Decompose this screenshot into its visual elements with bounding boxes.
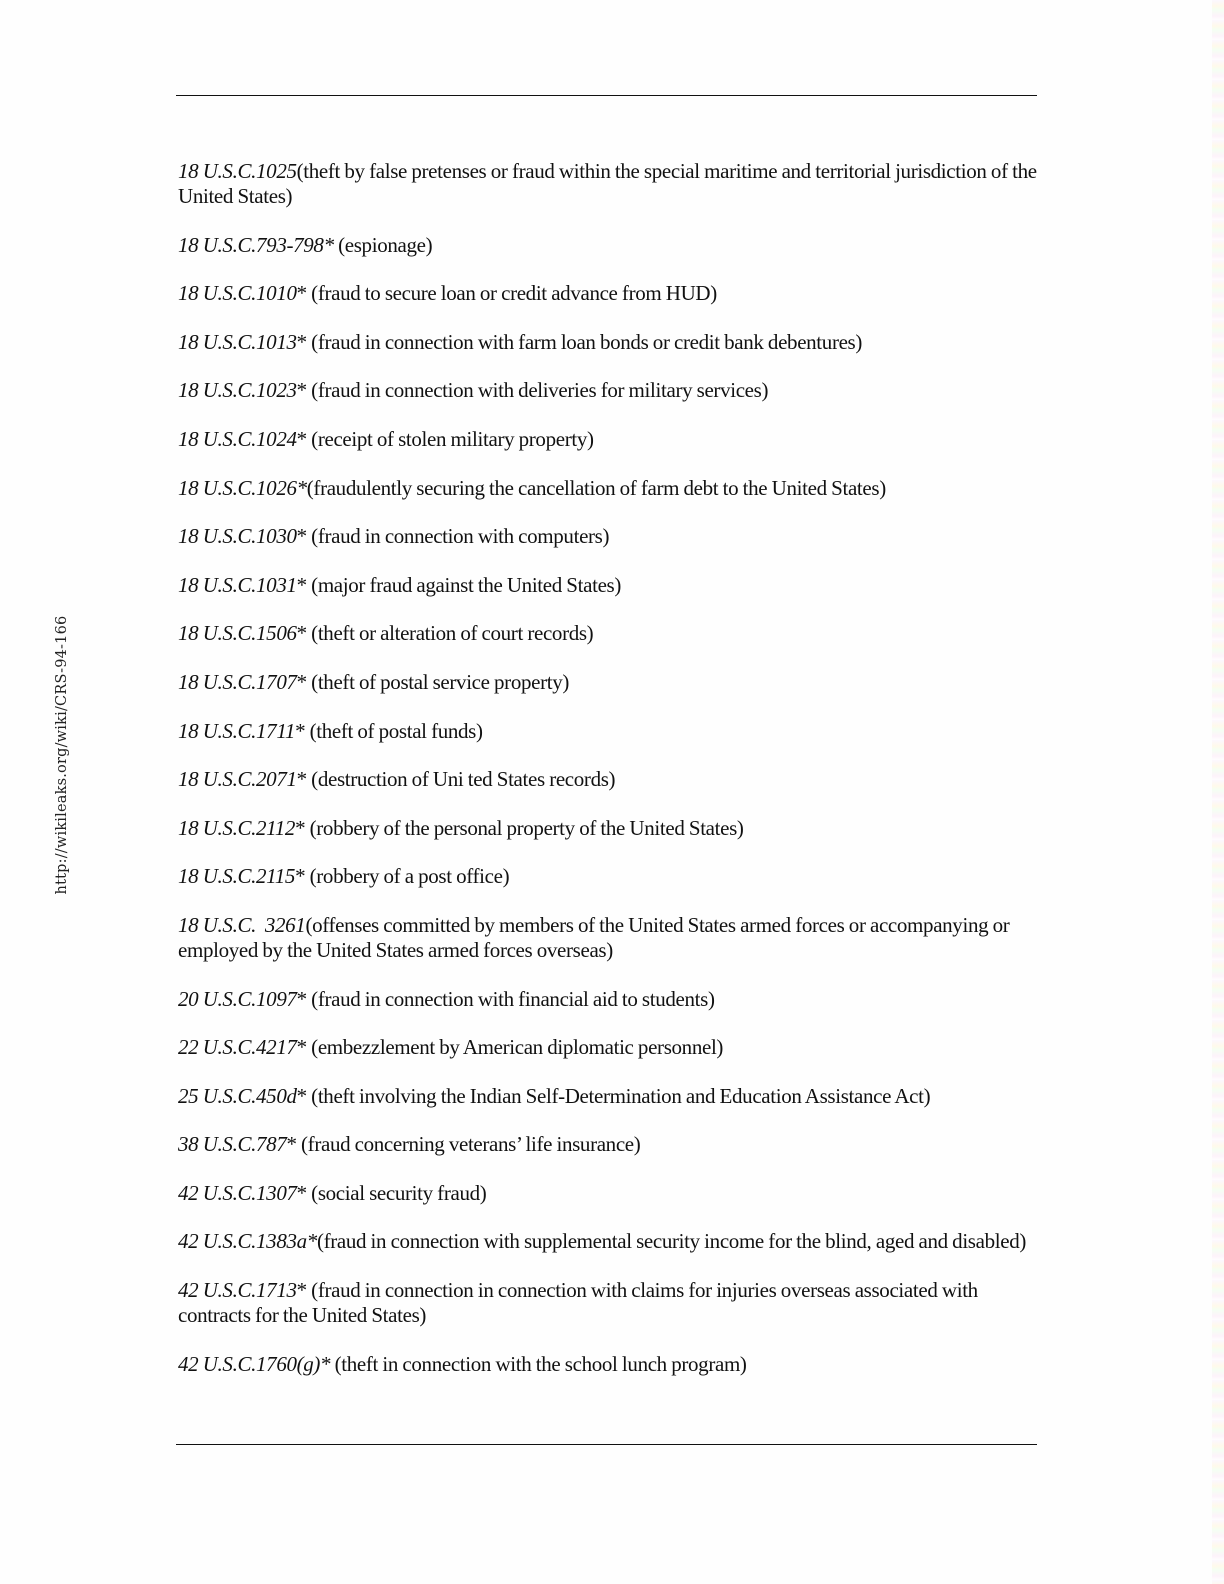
- statute-entry: [178, 987, 1038, 1012]
- statute-citation: 42 U.S.C.1383a*: [178, 1229, 317, 1254]
- statute-asterisk: *: [296, 767, 307, 792]
- statute-description: (robbery of a post office): [305, 864, 510, 889]
- statute-description: (offenses committed by members of the United States armed forces or accompanying or employed by the United States armed forces overseas): [178, 912, 1010, 962]
- statute-citation: 42 U.S.C.1307: [178, 1180, 297, 1205]
- statute-description: (fraud in connection in connection with claims for injuries overseas associated with contracts for the United States): [178, 1278, 978, 1328]
- statute-entry: [178, 378, 1038, 403]
- statute-description: (receipt of stolen military property): [306, 426, 594, 451]
- statute-entry: [178, 1278, 1038, 1328]
- statute-citation: 18 U.S.C.2112: [178, 815, 296, 840]
- statute-description: (theft by false pretenses or fraud within the special maritime and territorial jurisdiction of the United States): [178, 159, 1037, 208]
- statute-description: (embezzlement by American diplomatic personnel): [306, 1035, 724, 1060]
- statute-entry: [178, 767, 1038, 792]
- statute-entry: [178, 573, 1038, 598]
- statute-asterisk: *: [296, 329, 307, 354]
- statute-asterisk: *: [296, 1035, 307, 1060]
- statute-asterisk: *: [296, 1278, 307, 1303]
- statute-citation: 20 U.S.C.1097: [178, 986, 297, 1011]
- statute-citation: 18 U.S.C.1707: [178, 669, 297, 694]
- statute-description: (fraud in connection with supplemental security income for the blind, aged and disabled): [316, 1229, 1026, 1254]
- header-rule: [176, 95, 1037, 96]
- statute-entry: [178, 913, 1038, 963]
- statute-list: [178, 159, 1038, 1400]
- statute-entry: [178, 719, 1038, 744]
- statute-asterisk: *: [295, 864, 306, 889]
- statute-asterisk: *: [296, 426, 307, 451]
- statute-description: (major fraud against the United States): [306, 572, 622, 597]
- statute-entry: [178, 159, 1038, 209]
- statute-citation: 22 U.S.C.4217: [178, 1035, 297, 1060]
- statute-asterisk: *: [286, 1132, 297, 1157]
- statute-asterisk: *: [296, 378, 307, 403]
- statute-citation: 18 U.S.C.2071: [178, 767, 297, 792]
- footer-rule: [176, 1444, 1037, 1445]
- statute-citation: 25 U.S.C.450d: [178, 1083, 297, 1108]
- statute-description: (fraud to secure loan or credit advance from HUD): [306, 281, 717, 306]
- statute-asterisk: *: [296, 524, 307, 549]
- statute-citation: 18 U.S.C. 3261: [178, 912, 306, 937]
- statute-description: (fraud in connection with deliveries for military services): [306, 378, 769, 403]
- statute-description: (destruction of Uni ted States records): [306, 767, 616, 792]
- statute-entry: [178, 281, 1038, 306]
- statute-description: (fraud in connection with financial aid to students): [306, 986, 715, 1011]
- statute-asterisk: *: [296, 669, 307, 694]
- statute-asterisk: *: [296, 1180, 307, 1205]
- statute-entry: [178, 476, 1038, 501]
- statute-entry: [178, 1352, 1038, 1377]
- statute-entry: [178, 524, 1038, 549]
- statute-entry: [178, 1229, 1038, 1254]
- statute-entry: [178, 621, 1038, 646]
- statute-entry: [178, 816, 1038, 841]
- statute-citation: 18 U.S.C.1023: [178, 378, 297, 403]
- statute-citation: 38 U.S.C.787: [178, 1132, 287, 1157]
- statute-citation: 18 U.S.C.1025: [178, 159, 297, 183]
- statute-citation: 18 U.S.C.793-798*: [178, 232, 334, 257]
- statute-citation: 18 U.S.C.1031: [178, 572, 297, 597]
- statute-description: (theft of postal service property): [306, 669, 570, 694]
- statute-description: (robbery of the personal property of the United States): [305, 815, 744, 840]
- statute-entry: [178, 1084, 1038, 1109]
- statute-asterisk: *: [296, 621, 307, 646]
- statute-description: (fraud in connection with computers): [306, 524, 610, 549]
- statute-entry: [178, 427, 1038, 452]
- statute-entry: [178, 1181, 1038, 1206]
- statute-citation: 18 U.S.C.1013: [178, 329, 297, 354]
- statute-description: (social security fraud): [306, 1180, 487, 1205]
- statute-citation: 42 U.S.C.1713: [178, 1278, 297, 1303]
- statute-entry: [178, 864, 1038, 889]
- statute-asterisk: *: [296, 572, 307, 597]
- statute-entry: [178, 233, 1038, 258]
- statute-citation: 18 U.S.C.2115: [178, 864, 296, 889]
- scan-edge-artifact: [1212, 0, 1224, 1584]
- statute-citation: 18 U.S.C.1026*: [178, 475, 307, 500]
- statute-description: (fraud in connection with farm loan bonds or credit bank debentures): [306, 329, 863, 354]
- statute-citation: 42 U.S.C.1760(g)*: [178, 1351, 331, 1376]
- statute-description: (theft in connection with the school lunch program): [330, 1351, 747, 1376]
- statute-citation: 18 U.S.C.1711: [178, 718, 296, 743]
- statute-description: (theft involving the Indian Self-Determination and Education Assistance Act): [306, 1083, 931, 1108]
- statute-citation: 18 U.S.C.1506: [178, 621, 297, 646]
- statute-entry: [178, 1132, 1038, 1157]
- side-watermark-url: http://wikileaks.org/wiki/CRS-94-166: [54, 615, 70, 895]
- statute-asterisk: *: [296, 281, 307, 306]
- statute-description: (theft or alteration of court records): [306, 621, 594, 646]
- statute-citation: 18 U.S.C.1030: [178, 524, 297, 549]
- statute-asterisk: *: [296, 1083, 307, 1108]
- statute-description: (fraudulently securing the cancellation of farm debt to the United States): [306, 475, 886, 500]
- statute-entry: [178, 1035, 1038, 1060]
- statute-asterisk: *: [296, 986, 307, 1011]
- statute-description: (fraud concerning veterans’ life insurance): [296, 1132, 641, 1157]
- statute-entry: [178, 330, 1038, 355]
- statute-asterisk: *: [295, 718, 306, 743]
- statute-entry: [178, 670, 1038, 695]
- statute-description: (theft of postal funds): [305, 718, 483, 743]
- statute-citation: 18 U.S.C.1010: [178, 281, 297, 306]
- statute-asterisk: *: [295, 815, 306, 840]
- statute-description: (espionage): [333, 232, 433, 257]
- statute-citation: 18 U.S.C.1024: [178, 426, 297, 451]
